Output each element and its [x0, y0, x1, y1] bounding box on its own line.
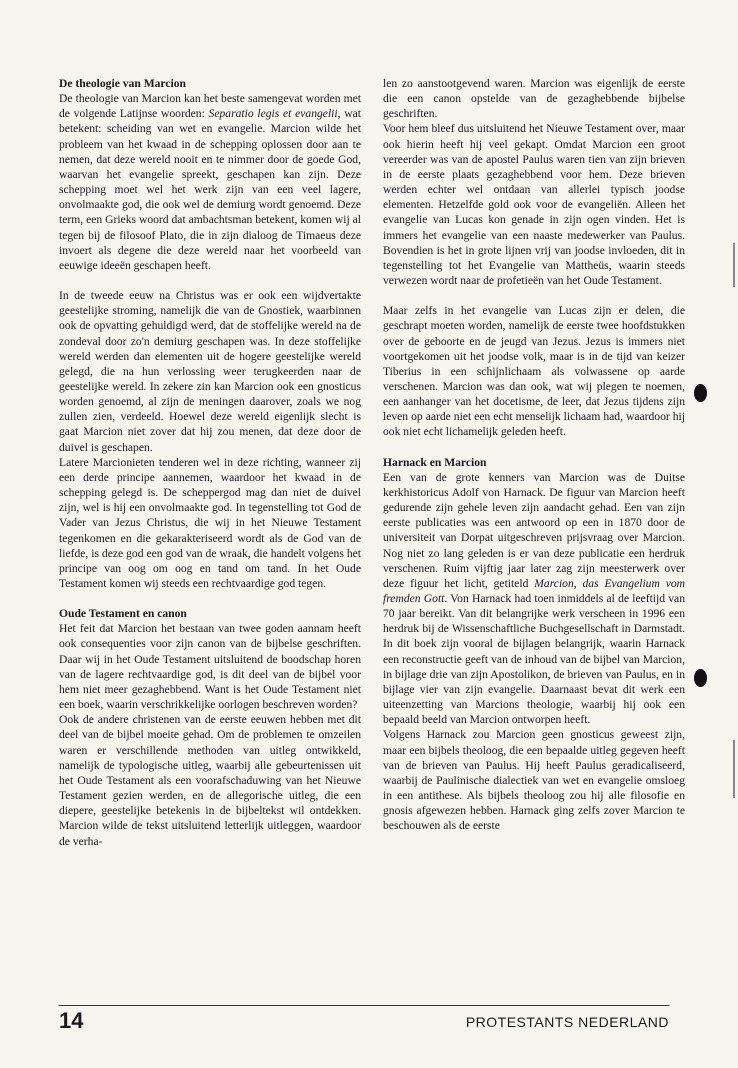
text-run: , wat betekent: scheiding van wet en evangelie. Marcion wilde het probleem van het kwaad in de schepping oplossen door aan te nemen, dat deze wereld nooit en te nimmer door de goede God, waarvan het evangelie spreekt, geschapen kan zijn. Deze schepping moet wel het werk zijn van een veel lagere, onvolmaakte god, die ook wel de demiurg wordt genoemd. Deze term, een Grieks woord dat ambachtsman betekent, komen wij al tegen bij de filosoof Plato, die in zijn dialoog de Timaeus deze invoert als degene die deze wereld naar het voorbeeld van eeuwige ideeën geschapen heeft. — [59, 107, 361, 272]
paragraph — [383, 727, 685, 833]
scan-mark — [733, 740, 735, 798]
scan-mark — [733, 243, 735, 287]
text-run: De theologie van Marcion kan het beste samengevat worden met de volgende Latijnse woorden: — [59, 92, 361, 121]
text-run: Voor hem bleef dus uitsluitend het Nieuwe Testament over, maar ook hierin heeft hij veel gekapt. Omdat Marcion een groot vereerder was van de apostel Paulus waren tien van zijn brieven in de eerste plaats gezaghebbend voor hem. Deze brieven werden echter wel ontdaan van allerlei typisch joodse elementen. Hetzelfde gold ook voor de evangeliën. Alleen het evangelie van Lucas kon genade in zijn ogen vinden. Het is immers het evangelie van een naaste medewerker van Paulus. Bovendien is het in grote lijnen vrij van joodse invloeden, dit in tegenstelling tot het Evangelie van Mattheüs, waarin steeds verwezen wordt naar de profetieën van het Oude Testament. — [383, 122, 685, 288]
italic-title: Separatio legis et evangelii — [208, 107, 338, 121]
paragraph — [383, 470, 685, 728]
text-run: len zo aanstootgevend waren. Marcion was eigenlijk de eerste die een canon opstelde van de gezaghebbende bijbelse geschriften. — [383, 77, 685, 121]
text-run: Volgens Harnack zou Marcion geen gnosticus geweest zijn, maar een bijbels theoloog, die een bepaalde uitleg gegeven heeft van de brieven van Paulus. Hij heeft Paulus geradicaliseerd, waarbij de Paulinische dialectiek van wet en evangelie omsloeg in een antithese. Als bijbels theoloog zou hij alle filosofie en gnosis afgewezen hebben. Harnack ging zelfs zover Marcion te beschouwen als de eerste — [383, 728, 685, 833]
paragraph — [383, 121, 685, 288]
text-run: Ook de andere christenen van de eerste eeuwen hebben met dit deel van de bijbel moeite gehad. Om de problemen te omzeilen waren er verschillende methoden van uitleg ontwikkeld, namelijk de typologische uitleg, waarbij alle gebeurtenissen uit het Oude Testament als een voorafschaduwing van het Nieuwe Testament gezien werden, en de allegorische uitleg, die een diepere, geestelijke betekenis in de bijbeltekst wil ontdekken. Marcion wilde de tekst uitsluitend letterlijk uitleggen, waardoor de verha- — [59, 713, 361, 848]
text-run: . Von Harnack had toen inmiddels al de leeftijd van 70 jaar bereikt. Van dit belangrijke werk verscheen in 1996 een herdruk bij de Wissenschaftliche Buchgesellschaft in Darmstadt. In dit boek zijn vooral de bijlagen belangrijk, waarin Harnack een reconstructie geeft van de inhoud van de bijbel van Marcion, in bijlage drie van zijn Apostolikon, de brieven van Paulus, en in bijlage vier van zijn evangelie. Daarnaast bevat dit werk een uiteenzetting van Marcions theologie, waarbij hij ook een bepaald beeld van Marcion ontworpen heeft. — [383, 592, 685, 727]
right-column — [383, 76, 685, 834]
paragraph-gap — [59, 273, 361, 288]
magazine-title: PROTESTANTS NEDERLAND — [465, 1014, 669, 1030]
text-run: Maar zelfs in het evangelie van Lucas zijn er delen, die geschrapt moeten worden, namelijk de eerste twee hoofdstukken over de geboorte en de jeugd van Jezus. Jezus is immers niet voortgekomen uit het joodse volk, maar is in de tijd van keizer Tiberius in een schijnlichaam als volwassene op aarde verschenen. Marcion was dan ook, wat wij plegen te noemen, een aanhanger van het docetisme, de leer, dat Jezus tijdens zijn leven op aarde niet een echt menselijk lichaam had, waardoor hij ook niet echt lichamelijk geleden heeft. — [383, 304, 685, 439]
paragraph-gap — [383, 288, 685, 303]
punch-hole-top — [694, 384, 707, 402]
paragraph — [59, 712, 361, 848]
paragraph-gap — [383, 440, 685, 455]
paragraph — [383, 303, 685, 439]
section-heading: Harnack en Marcion — [383, 455, 487, 469]
paragraph — [383, 76, 685, 121]
text-run: Latere Marcionieten tenderen wel in deze richting, wanneer zij een derde principe aannemen, waardoor het kwaad in de schepping gelegd is. De scheppergod mag dan niet de duivel zijn, wel is hij een onvolmaakte god. In tegenstelling tot God de Vader van Jezus Christus, die wij in het Nieuwe Testament tegenkomen en die gekarakteriseerd wordt als de God van de liefde, is deze god een god van de wraak, die handelt volgens het principe van oog om oog en tand om tand. In het Oude Testament komen wij steeds een rechtvaardige god tegen. — [59, 455, 361, 590]
paragraph — [59, 455, 361, 591]
paragraph — [59, 621, 361, 712]
paragraph-gap — [59, 591, 361, 606]
page-number: 14 — [59, 1008, 84, 1033]
text-run: Het feit dat Marcion het bestaan van twee goden aannam heeft ook consequenties voor zijn canon van de bijbelse geschriften. Daar wij in het Oude Testament uitsluitend de boodschap horen van de lagere rechtvaardige god, is dit deel van de bijbel voor hem niet meer gezaghebbend. Want is het Oude Testament niet een boek, waarin verschrikkelijke oorlogen beschreven worden? — [59, 622, 361, 712]
punch-hole-bottom — [694, 669, 707, 687]
paragraph — [59, 288, 361, 455]
section-heading: Oude Testament en canon — [59, 607, 187, 621]
italic-title: Marcion, das Evangelium vom fremden Gott — [383, 576, 686, 605]
left-column — [59, 76, 361, 849]
footer-rule — [59, 1005, 669, 1006]
section-heading: De theologie van Marcion — [59, 77, 186, 90]
paragraph — [59, 91, 361, 273]
text-run: Een van de grote kenners van Marcion was de Duitse kerkhistoricus Adolf von Harnack. De figuur van Marcion heeft gedurende zijn gehele leven zijn aandacht gehad. Een van zijn eerste publicaties was een antwoord op een in 1870 door de universiteit van Dorpat uitgeschreven prijsvraag over Marcion. Nog niet zo lang geleden is er van deze publicatie een herdruk verschenen. Ruim vijftig jaar later zag zijn meesterwerk over deze figuur het licht, getiteld — [383, 470, 685, 590]
text-run: In de tweede eeuw na Christus was er ook een wijdvertakte geestelijke stroming, namelijk die van de Gnostiek, waarbinnen ook de opvatting gehuldigd werd, dat de stoffelijke wereld na de zondeval door zo'n demiurg geschapen was. In deze stoffelijke wereld werden dan elementen uit de hogere geestelijke wereld gelegd, die na hun verlossing weer terugkeerden naar de geestelijke wereld. In zekere zin kan Marcion ook een gnosticus worden genoemd, al zijn de meningen daarover, zoals we nog zullen zien, verdeeld. Hoewel deze wereld eigenlijk slecht is gaat Marcion niet zover dat hij zou menen, dat deze door de duivel is geschapen. — [59, 289, 361, 454]
